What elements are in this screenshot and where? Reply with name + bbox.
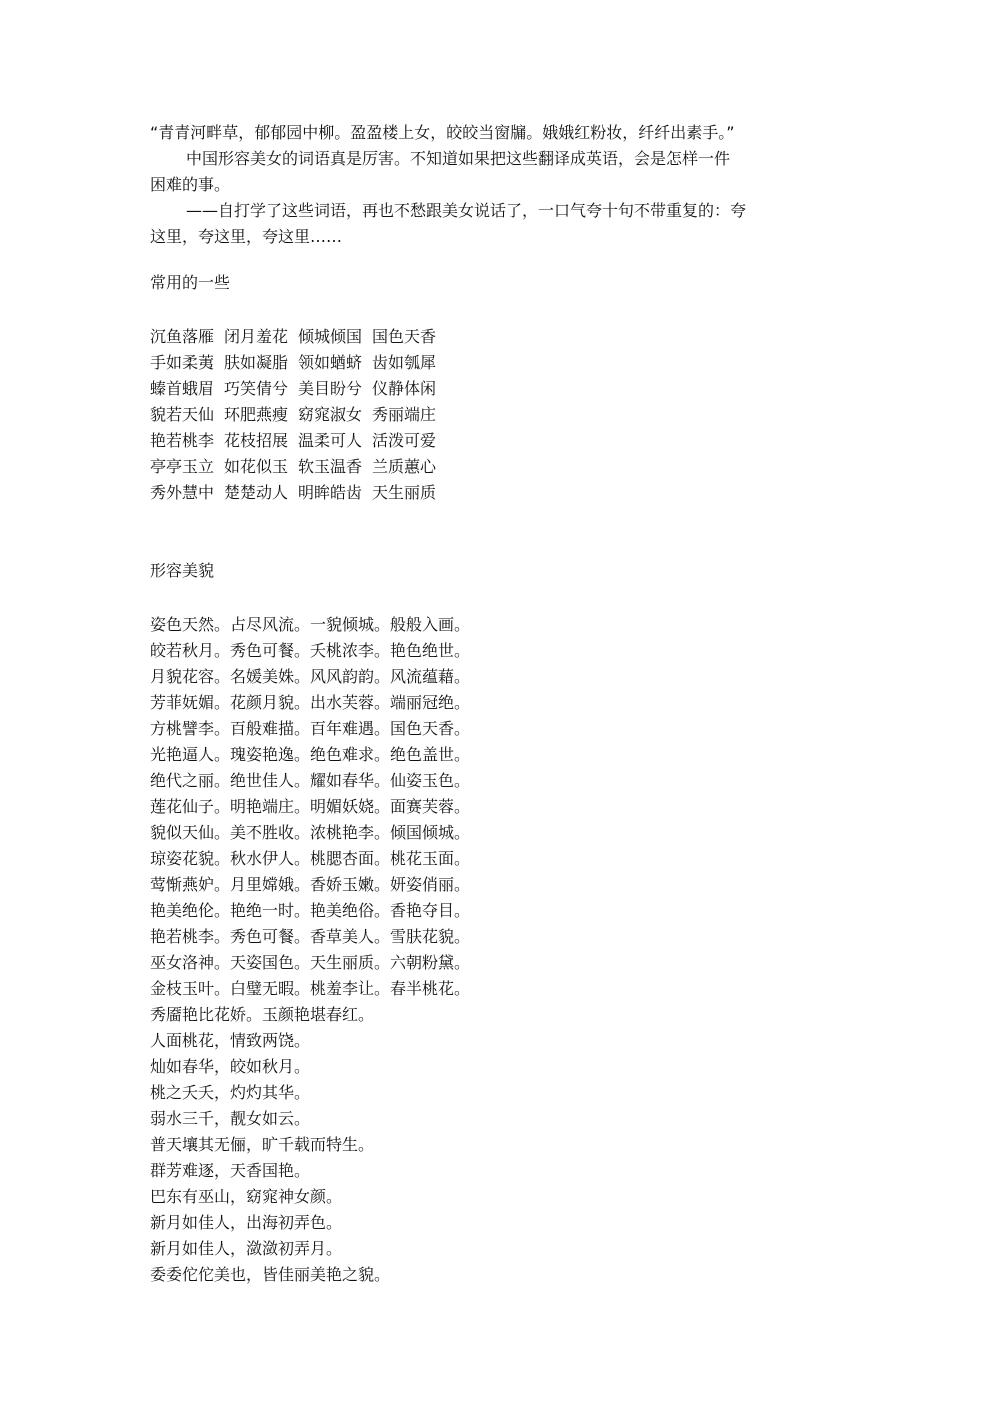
- idiom-row: [150, 402, 850, 428]
- idiom: 齿如瓠犀: [372, 353, 437, 372]
- intro-paragraph-1-line-2: 困难的事。: [150, 175, 231, 194]
- idiom: 秀外慧中: [150, 483, 215, 502]
- idiom-row: [150, 480, 850, 506]
- idiom: 肤如凝脂: [224, 353, 289, 372]
- phrase-line: 新月如佳人，潋潋初弄月。: [150, 1239, 343, 1258]
- phrase-line: 琼姿花貌。秋水伊人。桃腮杏面。桃花玉面。: [150, 849, 471, 868]
- phrase-line: 芳菲妩媚。花颜月貌。出水芙蓉。端丽冠绝。: [150, 693, 471, 712]
- phrase-line: 巴东有巫山，窈窕神女颜。: [150, 1187, 343, 1206]
- idiom: 沉鱼落雁: [150, 327, 215, 346]
- phrase-line: 光艳逼人。瑰姿艳逸。绝色难求。绝色盖世。: [150, 745, 471, 764]
- phrase-line: 人面桃花，情致两饶。: [150, 1031, 311, 1050]
- idiom: 仪静体闲: [372, 379, 437, 398]
- phrase-line: 灿如春华，皎如秋月。: [150, 1057, 311, 1076]
- phrase-line: 群芳难逐，天香国艳。: [150, 1161, 311, 1180]
- idiom: 闭月羞花: [224, 327, 289, 346]
- idiom: 窈窕淑女: [298, 405, 363, 424]
- idiom: 亭亭玉立: [150, 457, 215, 476]
- phrase-line: 月貌花容。名媛美姝。风风韵韵。风流蕴藉。: [150, 667, 471, 686]
- phrase-line: 艳美绝伦。艳绝一时。艳美绝俗。香艳夺目。: [150, 901, 471, 920]
- phrase-line: 委委佗佗美也，皆佳丽美艳之貌。: [150, 1265, 391, 1284]
- phrase-line: 金枝玉叶。白璧无暇。桃羞李让。春半桃花。: [150, 979, 471, 998]
- idiom: 明眸皓齿: [298, 483, 363, 502]
- beauty-phrases-list: [150, 612, 850, 1288]
- document-page: [150, 120, 850, 1288]
- idiom-row: [150, 376, 850, 402]
- idiom: 花枝招展: [224, 431, 289, 450]
- phrase-line: 皎若秋月。秀色可餐。夭桃浓李。艳色绝世。: [150, 641, 471, 660]
- idiom: 巧笑倩兮: [224, 379, 289, 398]
- idiom: 手如柔荑: [150, 353, 215, 372]
- idiom: 软玉温香: [298, 457, 363, 476]
- section-heading-common: 常用的一些: [150, 273, 231, 292]
- phrase-line: 艳若桃李。秀色可餐。香草美人。雪肤花貌。: [150, 927, 471, 946]
- idiom: 如花似玉: [224, 457, 289, 476]
- phrase-line: 姿色天然。占尽风流。一貌倾城。般般入画。: [150, 615, 471, 634]
- phrase-line: 绝代之丽。绝世佳人。耀如春华。仙姿玉色。: [150, 771, 471, 790]
- idiom: 秀丽端庄: [372, 405, 437, 424]
- idiom: 活泼可爱: [372, 431, 437, 450]
- intro-paragraph-2-line-2: 这里，夸这里，夸这里……: [150, 227, 343, 246]
- phrase-line: 弱水三千，靓女如云。: [150, 1109, 311, 1128]
- idiom: 貌若天仙: [150, 405, 215, 424]
- idiom: 领如蝤蛴: [298, 353, 363, 372]
- phrase-line: 秀靥艳比花娇。玉颜艳堪春红。: [150, 1005, 375, 1024]
- idiom-row: [150, 428, 850, 454]
- idiom: 兰质蕙心: [372, 457, 437, 476]
- intro-paragraph-1-line-1: 中国形容美女的词语真是厉害。不知道如果把这些翻译成英语，会是怎样一件: [186, 149, 731, 168]
- idiom: 楚楚动人: [224, 483, 289, 502]
- intro-poem: “青青河畔草，郁郁园中柳。盈盈楼上女，皎皎当窗牖。娥娥红粉妆，纤纤出素手。”: [150, 123, 735, 142]
- common-idioms-list: [150, 324, 850, 506]
- idiom: 美目盼兮: [298, 379, 363, 398]
- idiom: 螓首蛾眉: [150, 379, 215, 398]
- idiom: 天生丽质: [372, 483, 437, 502]
- intro-paragraph-2-line-1: ——自打学了这些词语，再也不愁跟美女说话了，一口气夸十句不带重复的：夸: [186, 201, 747, 220]
- phrase-line: 巫女洛神。天姿国色。天生丽质。六朝粉黛。: [150, 953, 471, 972]
- phrase-line: 方桃譬李。百般难描。百年难遇。国色天香。: [150, 719, 471, 738]
- phrase-line: 莲花仙子。明艳端庄。明媚妖娆。面赛芙蓉。: [150, 797, 471, 816]
- idiom: 艳若桃李: [150, 431, 215, 450]
- idiom: 国色天香: [372, 327, 437, 346]
- idiom: 倾城倾国: [298, 327, 363, 346]
- phrase-line: 桃之夭夭，灼灼其华。: [150, 1083, 311, 1102]
- idiom: 环肥燕瘦: [224, 405, 289, 424]
- idiom-row: [150, 454, 850, 480]
- phrase-line: 貌似天仙。美不胜收。浓桃艳李。倾国倾城。: [150, 823, 471, 842]
- phrase-line: 莺惭燕妒。月里嫦娥。香娇玉嫩。妍姿俏丽。: [150, 875, 471, 894]
- idiom-row: [150, 324, 850, 350]
- idiom-row: [150, 350, 850, 376]
- section-heading-beauty: 形容美貌: [150, 561, 215, 580]
- idiom: 温柔可人: [298, 431, 363, 450]
- phrase-line: 新月如佳人，出海初弄色。: [150, 1213, 343, 1232]
- phrase-line: 普天壤其无俪，旷千载而特生。: [150, 1135, 375, 1154]
